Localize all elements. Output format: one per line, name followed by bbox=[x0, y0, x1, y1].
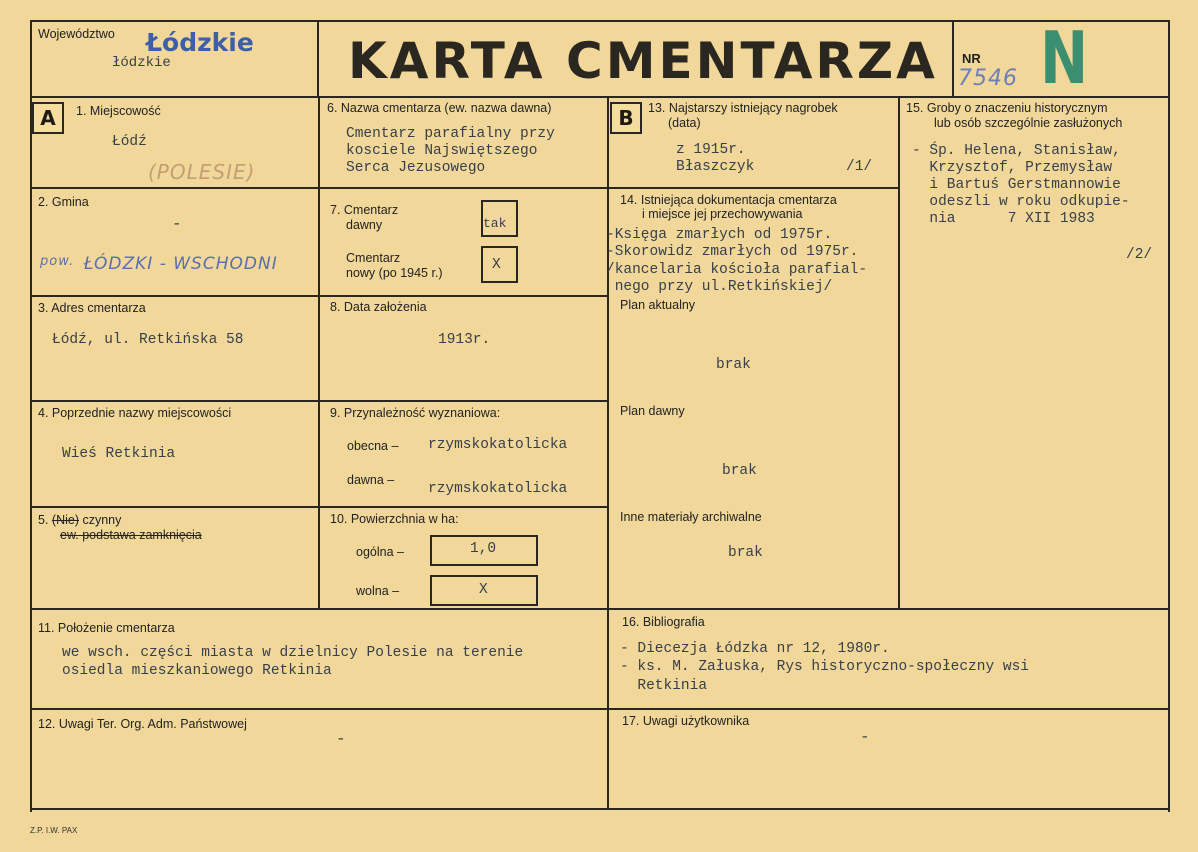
field-10-wolna-value: X bbox=[479, 582, 488, 598]
plan-dawny-value: brak bbox=[722, 463, 757, 479]
field-15-line-1: - Śp. Helena, Stanisław, bbox=[912, 143, 1121, 159]
field-15-line-4: odeszli w roku odkupie- bbox=[912, 194, 1130, 210]
header-divider-v1 bbox=[317, 20, 319, 98]
field-13-date: z 1915r. bbox=[676, 142, 746, 158]
field-16-line-1: - Diecezja Łódzka nr 12, 1980r. bbox=[620, 641, 890, 657]
field-4-value: Wieś Retkinia bbox=[62, 446, 176, 462]
header-divider bbox=[30, 96, 1170, 98]
inne-materialy-value: brak bbox=[728, 545, 763, 561]
field-2-handwritten: ŁÓDZKI - WSCHODNI bbox=[84, 254, 278, 274]
plan-dawny-label: Plan dawny bbox=[620, 404, 685, 418]
field-11-line-2: osiedla mieszkaniowego Retkinia bbox=[62, 663, 332, 679]
field-7-nowy-label-2: nowy (po 1945 r.) bbox=[346, 266, 443, 280]
field-9-dawna-value: rzymskokatolicka bbox=[428, 481, 568, 497]
field-9-obecna-label: obecna – bbox=[347, 439, 399, 453]
field-5-closure-struck: ew. podstawa zamknięcia bbox=[60, 528, 202, 542]
field-7-label: 7. Cmentarz bbox=[330, 203, 399, 217]
field-9-obecna-value: rzymskokatolicka bbox=[428, 437, 568, 453]
field-4-label: 4. Poprzednie nazwy miejscowości bbox=[38, 406, 232, 420]
row-divider-13 bbox=[607, 187, 899, 189]
col-divider-1 bbox=[318, 96, 320, 610]
border-bottom bbox=[30, 808, 1170, 810]
field-5-struck: (Nie) bbox=[51, 513, 79, 527]
row-divider-11 bbox=[30, 608, 1170, 610]
field-8-label: 8. Data założenia bbox=[330, 300, 427, 314]
field-1-label: 1. Miejscowość bbox=[76, 104, 161, 118]
field-11-line-1: we wsch. części miasta w dzielnicy Polesie na terenie bbox=[62, 645, 524, 661]
plan-aktualny-value: brak bbox=[716, 357, 751, 373]
field-5-czynny: czynny bbox=[79, 513, 122, 527]
field-13-label-2: (data) bbox=[668, 116, 701, 130]
field-2-label: 2. Gmina bbox=[38, 195, 89, 209]
field-14-line-1: -Księga zmarłych od 1975r. bbox=[606, 227, 833, 243]
row-divider-a4 bbox=[30, 506, 608, 508]
field-11-label: 11. Położenie cmentarza bbox=[38, 621, 175, 635]
field-10-wolna-label: wolna – bbox=[356, 584, 400, 598]
field-5-label: 5. (Nie) czynny bbox=[38, 513, 122, 527]
row-divider-6 bbox=[318, 187, 608, 189]
col-divider-3 bbox=[898, 96, 900, 608]
field-10-label: 10. Powierzchnia w ha: bbox=[330, 512, 459, 526]
field-12-label: 12. Uwagi Ter. Org. Adm. Państwowej bbox=[38, 717, 247, 731]
field-13-name: Błaszczyk bbox=[676, 159, 755, 175]
field-14-line-2: -Skorowidz zmarłych od 1975r. bbox=[606, 244, 859, 260]
field-7-dawny-value: tak bbox=[483, 216, 507, 231]
plan-aktualny-label: Plan aktualny bbox=[620, 298, 696, 312]
field-6-line-2: kosciele Najswiętszego bbox=[346, 143, 538, 159]
nr-label: NR bbox=[962, 51, 981, 66]
nr-letter-stamp: N bbox=[1040, 16, 1089, 100]
field-17-value: - bbox=[860, 728, 870, 746]
field-14-label: 14. Istniejąca dokumentacja cmentarza bbox=[620, 193, 837, 207]
field-16-line-3: Retkinia bbox=[620, 678, 708, 694]
field-16-line-2: - ks. M. Załuska, Rys historyczno-społeczny wsi bbox=[620, 659, 1029, 675]
field-13-label: 13. Najstarszy istniejący nagrobek bbox=[648, 101, 838, 115]
field-7-dawny-label: dawny bbox=[346, 218, 383, 232]
printer-imprint: Z.P. I.W. PAX bbox=[30, 826, 78, 835]
field-14-line-3: /kancelaria kościoła parafial- bbox=[606, 262, 868, 278]
wojewodztwo-typed: łódzkie bbox=[112, 55, 171, 71]
field-3-label: 3. Adres cmentarza bbox=[38, 301, 146, 315]
field-10-ogolna-value: 1,0 bbox=[470, 541, 497, 557]
field-14-label-2: i miejsce jej przechowywania bbox=[642, 207, 803, 221]
field-16-label: 16. Bibliografia bbox=[622, 615, 705, 629]
field-15-label-2: lub osób szczególnie zasłużonych bbox=[934, 116, 1123, 130]
wojewodztwo-label: Województwo bbox=[38, 27, 115, 41]
field-9-dawna-label: dawna – bbox=[347, 473, 395, 487]
field-2-value: - bbox=[172, 215, 182, 233]
card-title: KARTA CMENTARZA bbox=[348, 32, 938, 90]
field-9-label: 9. Przynależność wyznaniowa: bbox=[330, 406, 501, 420]
field-15-ref: /2/ bbox=[1126, 247, 1153, 263]
field-15-line-2: Krzysztof, Przemysław bbox=[912, 160, 1113, 176]
inne-materialy-label: Inne materiały archiwalne bbox=[620, 510, 762, 524]
field-15-line-5: nia 7 XII 1983 bbox=[912, 211, 1095, 227]
col-divider-2 bbox=[607, 96, 609, 810]
field-1-handwritten: (POLESIE) bbox=[148, 160, 256, 184]
field-6-line-3: Serca Jezusowego bbox=[346, 160, 486, 176]
field-14-line-4: nego przy ul.Retkińskiej/ bbox=[606, 279, 833, 295]
border-top bbox=[30, 20, 1170, 22]
field-13-ref: /1/ bbox=[846, 159, 873, 175]
field-15-label: 15. Groby o znaczeniu historycznym bbox=[906, 101, 1108, 115]
field-3-value: Łódź, ul. Retkińska 58 bbox=[52, 332, 244, 348]
row-divider-a3 bbox=[30, 400, 608, 402]
border-right bbox=[1168, 20, 1170, 812]
border-left bbox=[30, 20, 32, 812]
section-b-marker: B bbox=[610, 102, 642, 134]
field-6-line-1: Cmentarz parafialny przy bbox=[346, 126, 555, 142]
header-divider-v2 bbox=[952, 20, 954, 98]
row-divider-12 bbox=[30, 708, 1170, 710]
field-7-nowy-value: X bbox=[492, 257, 501, 273]
field-6-label: 6. Nazwa cmentarza (ew. nazwa dawna) bbox=[327, 101, 552, 115]
field-12-value: - bbox=[336, 730, 346, 748]
row-divider-a2 bbox=[30, 295, 608, 297]
field-1-value: Łódź bbox=[112, 134, 147, 150]
field-2-hand-prefix: pow. bbox=[40, 254, 75, 269]
wojewodztwo-stamp: Łódzkie bbox=[146, 28, 254, 57]
field-17-label: 17. Uwagi użytkownika bbox=[622, 714, 750, 728]
section-a-marker: A bbox=[32, 102, 64, 134]
field-15-line-3: i Bartuś Gerstmannowie bbox=[912, 177, 1121, 193]
row-divider-a1 bbox=[30, 187, 319, 189]
field-7-nowy-label: Cmentarz bbox=[346, 251, 401, 265]
field-8-value: 1913r. bbox=[438, 332, 491, 348]
nr-value: 7546 bbox=[958, 66, 1018, 91]
field-10-ogolna-label: ogólna – bbox=[356, 545, 404, 559]
